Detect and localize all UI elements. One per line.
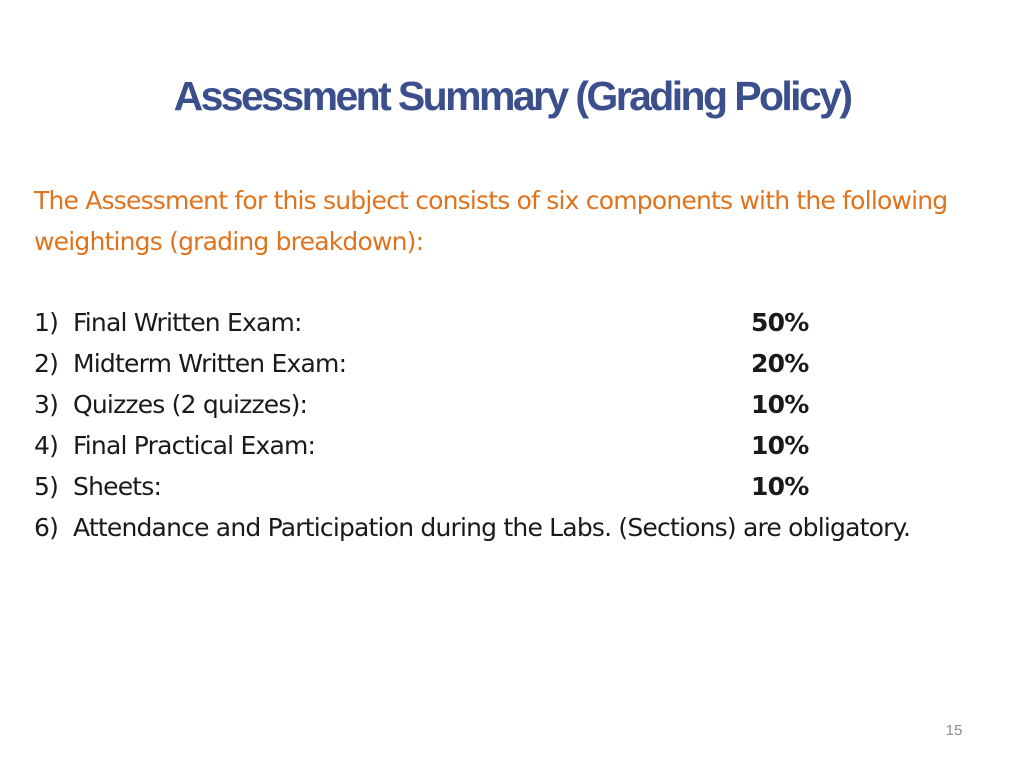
item-number: 5) bbox=[34, 472, 59, 501]
item-weight: 20% bbox=[751, 349, 809, 378]
item-number: 3) bbox=[34, 390, 59, 419]
list-item-sheets bbox=[34, 466, 980, 507]
list-item-final-practical-exam bbox=[34, 425, 980, 466]
item-label: Midterm Written Exam: bbox=[73, 349, 347, 378]
item-label: Final Practical Exam: bbox=[73, 431, 316, 460]
slide-title: Assessment Summary (Grading Policy) bbox=[173, 73, 851, 119]
list-item-quizzes bbox=[34, 384, 980, 425]
item-number: 2) bbox=[34, 349, 59, 378]
item-label: Sheets: bbox=[73, 472, 162, 501]
item-weight: 50% bbox=[751, 308, 809, 337]
list-item-final-written-exam bbox=[34, 302, 980, 343]
list-item-attendance bbox=[34, 507, 980, 548]
item-label: Quizzes (2 quizzes): bbox=[73, 390, 308, 419]
item-weight: 10% bbox=[751, 390, 809, 419]
item-number: 4) bbox=[34, 431, 59, 460]
item-number: 1) bbox=[34, 308, 59, 337]
item-label: Attendance and Participation during the Labs. (Sections) are obligatory. bbox=[73, 513, 911, 542]
item-number: 6) bbox=[34, 513, 59, 542]
item-weight: 10% bbox=[751, 431, 809, 460]
list-item-midterm-written-exam bbox=[34, 343, 980, 384]
grading-list bbox=[34, 302, 980, 548]
item-label: Final Written Exam: bbox=[73, 308, 302, 337]
item-weight: 10% bbox=[751, 472, 809, 501]
page-number: 15 bbox=[945, 722, 963, 739]
intro-paragraph: The Assessment for this subject consists of six components with the following weightings (grading breakdown): bbox=[34, 186, 948, 256]
